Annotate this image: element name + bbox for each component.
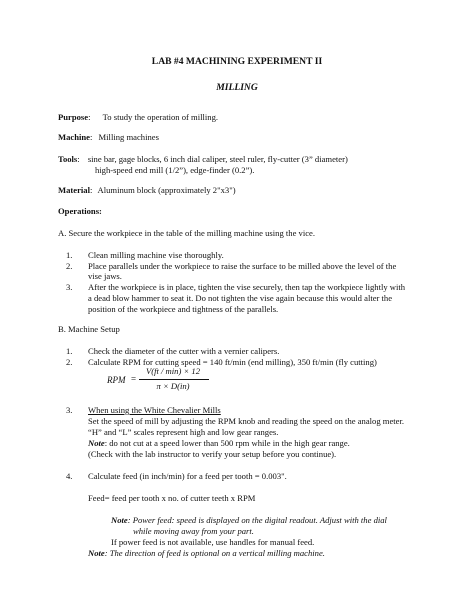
formula-denominator: π × D(in) (156, 381, 190, 391)
b-item-2-text: Calculate RPM for cutting speed = 140 ft/min (end milling), 350 ft/min (fly cutting) (88, 357, 377, 367)
section-a-heading: A. Secure the workpiece in the table of the milling machine using the vice. (58, 228, 316, 238)
machine-label: Machine (58, 132, 90, 142)
section-b-heading: B. Machine Setup (58, 324, 120, 334)
a-item-2-num: 2. (66, 261, 73, 271)
b-item-4-num: 4. (66, 471, 73, 481)
page-title: LAB #4 MACHINING EXPERIMENT II (151, 56, 323, 67)
tools-line1: sine bar, gage blocks, 6 inch dial caliper, steel ruler, fly-cutter (3” diameter) (87, 154, 348, 164)
formula-fraction-line (139, 379, 209, 380)
b-item-3-line-1: Set the speed of mill by adjusting the RPM knob and reading the speed on the analog meter. (88, 416, 404, 426)
purpose-row: Purpose: To study the operation of milling. (58, 112, 219, 122)
b-item-3-note-text: : do not cut at a speed lower than 500 rpm while in the high gear range. (104, 438, 350, 448)
b-item-1-text: Check the diameter of the cutter with a vernier calipers. (88, 346, 280, 356)
page-subtitle: MILLING (216, 82, 258, 93)
b-item-4-text: Calculate feed (in inch/min) for a feed per tooth = 0.003". (88, 471, 287, 481)
purpose-text: To study the operation of milling. (102, 112, 219, 122)
b-item-3-num: 3. (66, 405, 73, 415)
note-1-label: Note (111, 515, 128, 525)
a-item-1-line-1: Clean milling machine vise thoroughly. (88, 250, 224, 260)
b-item-3-check: (Check with the lab instructor to verify your setup before you continue). (88, 449, 337, 459)
a-item-2-line-2: vise jaws. (88, 271, 122, 281)
tools-label: Tools (58, 154, 78, 164)
note-1-line-3: If power feed is not available, use handles for manual feed. (111, 537, 315, 547)
operations-heading: Operations: (58, 206, 102, 216)
material-label: Material (58, 185, 90, 195)
a-item-3-line-3: position of the workpiece and tightness of the parallels. (88, 304, 279, 314)
b-item-3-note-label: Note (88, 438, 105, 448)
note-2-text: : The direction of feed is optional on a vertical milling machine. (104, 548, 325, 558)
formula-numerator: V(ft / min) × 12 (145, 366, 200, 376)
b-item-3-heading: When using the White Chevalier Mills (88, 405, 221, 415)
material-row: Material: Aluminum block (approximately 2"x3") (58, 185, 236, 195)
a-item-2-line-1: Place parallels under the workpiece to raise the surface to be milled above the level of the (88, 261, 397, 271)
note-1-line-2: while moving away from your part. (133, 526, 254, 536)
a-item-1-num: 1. (66, 250, 73, 260)
feed-formula: Feed= feed per tooth x no. of cutter teeth x RPM (88, 493, 256, 503)
formula-lhs: RPM (107, 375, 126, 385)
material-text: Aluminum block (approximately 2"x3") (97, 185, 236, 195)
tools-row: Tools: sine bar, gage blocks, 6 inch dial caliper, steel ruler, fly-cutter (3” diameter) (58, 154, 348, 164)
formula-eq: = (131, 374, 137, 384)
note-1 (111, 515, 387, 526)
b-item-2-num: 2. (66, 357, 73, 367)
tools-line2: high-speed end mill (1/2”), edge-finder (0.2”). (95, 165, 255, 175)
note-2-label: Note (88, 548, 105, 558)
machine-row: Machine: Milling machines (58, 132, 159, 142)
b-item-3-line-2: “H” and “L” scales represent high and low gear ranges. (88, 427, 279, 437)
b-item-3-note (88, 438, 350, 449)
a-item-3-line-1: After the workpiece is in place, tighten the vise securely, then tap the workpiece lightly with (88, 282, 406, 292)
note-2 (88, 548, 325, 559)
purpose-label: Purpose (58, 112, 89, 122)
b-item-1-num: 1. (66, 346, 73, 356)
a-item-3-num: 3. (66, 282, 73, 292)
machine-text: Milling machines (98, 132, 159, 142)
note-1-line-1: : Power feed: speed is displayed on the digital readout. Adjust with the dial (127, 515, 387, 525)
a-item-3-line-2: a dead blow hammer to seat it. Do not tighten the vise again because this would alter the (88, 293, 393, 303)
